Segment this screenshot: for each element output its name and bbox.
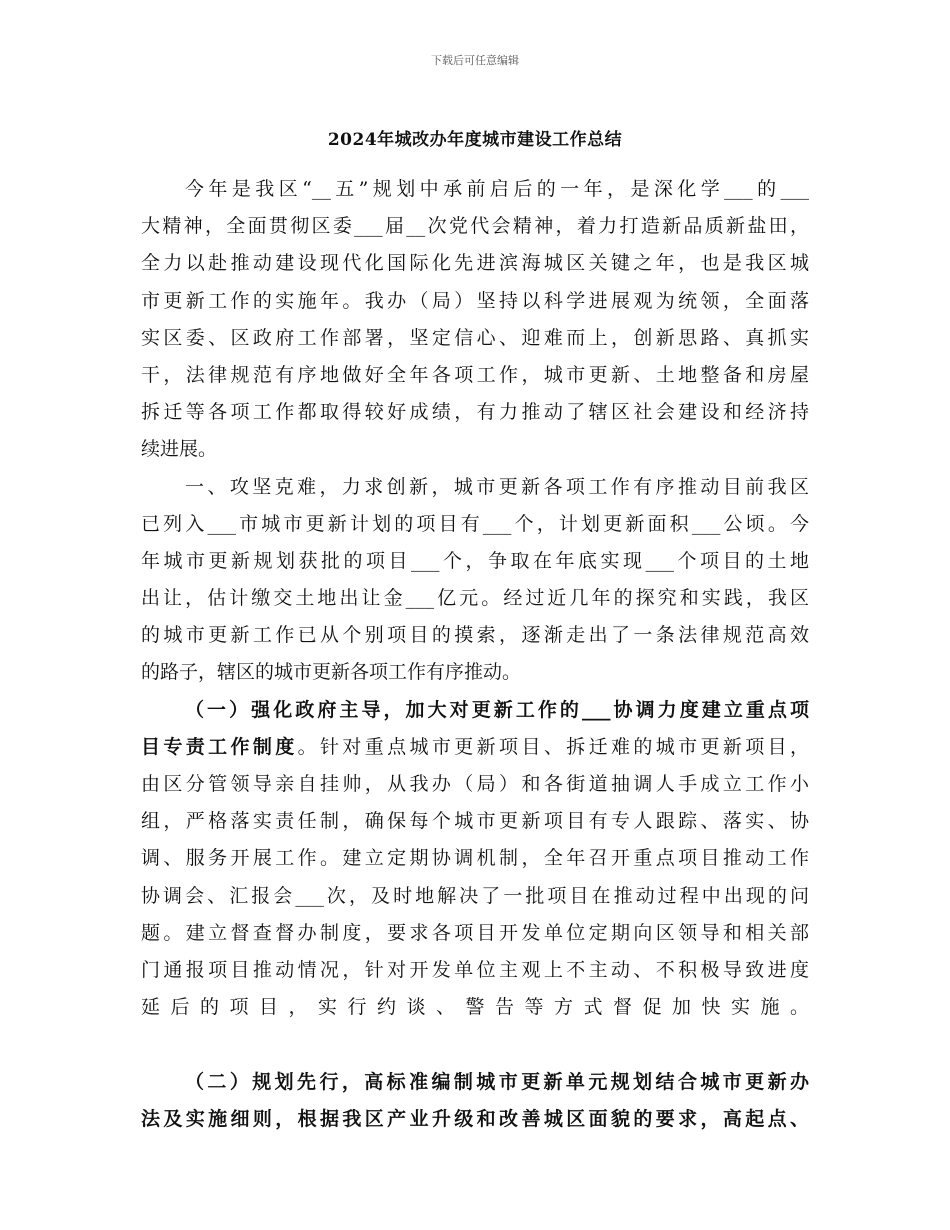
text-line: 大精神，全面贯彻区委___届__次党代会精神，着力打造新品质新盐田， (141, 215, 809, 238)
text-line: 干，法律规范有序地做好全年各项工作，城市更新、土地整备和房屋 (141, 363, 809, 386)
text-segment: 。针对重点城市更新项目、拆迁难的城市更新项目， (297, 735, 809, 758)
text-line: 今年是我区“__五”规划中承前启后的一年，是深化学___的___ (185, 178, 809, 200)
text-line: 已列入___市城市更新计划的项目有___个，计划更新面积___公顷。今 (141, 512, 809, 535)
paragraph (141, 692, 809, 1064)
text-line: 协调会、汇报会___次，及时地解决了一批项目在推动过程中出现的问 (141, 884, 809, 907)
text-line: 题。建立督查督办制度，要求各项目开发单位定期向区领导和相关部 (141, 921, 809, 944)
text-line: 的路子，辖区的城市更新各项工作有序推动。 (141, 661, 522, 684)
paragraph (141, 469, 809, 692)
paragraph (141, 1064, 809, 1138)
section-heading-line: 目专责工作制度 (141, 735, 298, 758)
section-heading-line: （二）规划先行，高标准编制城市更新单元规划结合城市更新办 (185, 1070, 809, 1093)
text-line: 延后的项目，实行约谈、警告等方式督促加快实施。 (141, 996, 809, 1019)
text-line: 一、攻坚克难，力求创新，城市更新各项工作有序推动目前我区 (185, 475, 809, 498)
text-line: 年城市更新规划获批的项目___个，争取在年底实现___个项目的土地 (141, 549, 809, 572)
text-line: 全力以赴推动建设现代化国际化先进滨海城区关键之年，也是我区城 (141, 252, 809, 275)
text-line: 调、服务开展工作。建立定期协调机制，全年召开重点项目推动工作 (141, 847, 809, 870)
text-line: 组，严格落实责任制，确保每个城市更新项目有专人跟踪、落实、协 (141, 810, 809, 833)
text-line: 续进展。 (141, 438, 218, 461)
paragraph (141, 171, 809, 469)
section-heading-line: 法及实施细则，根据我区产业升级和改善城区面貌的要求，高起点、 (141, 1107, 809, 1130)
section-heading-line: （一）强化政府主导，加大对更新工作的___协调力度建立重点项 (185, 698, 809, 721)
text-line (141, 729, 809, 766)
text-line: 市更新工作的实施年。我办（局）坚持以科学进展观为统领，全面落 (141, 289, 809, 312)
text-line: 的城市更新工作已从个别项目的摸索，逐渐走出了一条法律规范高效 (141, 624, 809, 647)
text-line: 出让，估计缴交土地出让金___亿元。经过近几年的探究和实践，我区 (141, 587, 809, 610)
text-line: 拆迁等各项工作都取得较好成绩，有力推动了辖区社会建设和经济持 (141, 401, 809, 424)
page-header-note: 下载后可任意编辑 (431, 54, 519, 67)
text-line (141, 1026, 809, 1063)
document-title: 2024年城改办年度城市建设工作总结 (327, 130, 623, 150)
text-line: 实区委、区政府工作部署，坚定信心、迎难而上，创新思路、真抓实 (141, 326, 809, 349)
document-body (141, 171, 809, 1138)
text-line: 门通报项目推动情况，针对开发单位主观上不主动、不积极导致进度 (141, 958, 809, 981)
text-line: 由区分管领导亲自挂帅，从我办（局）和各街道抽调人手成立工作小 (141, 773, 809, 795)
